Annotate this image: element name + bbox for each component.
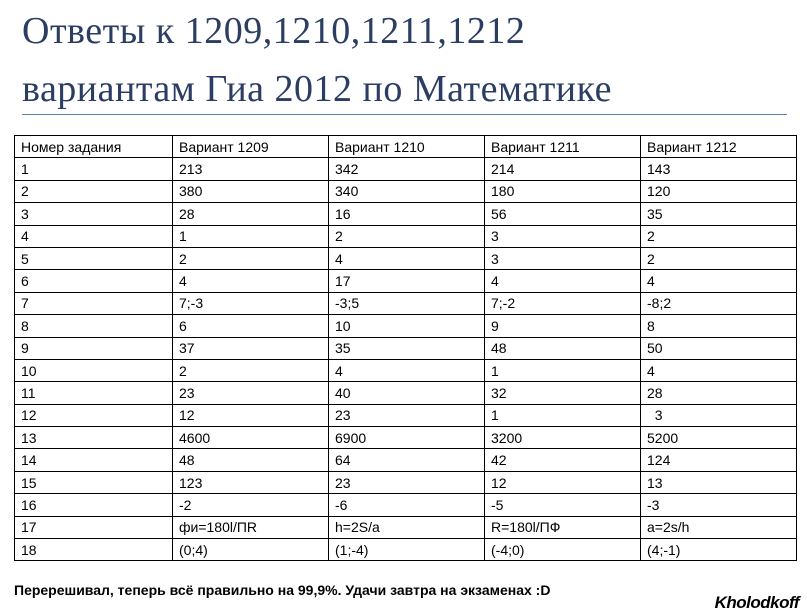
task-number-cell: 12 bbox=[15, 404, 173, 426]
answer-cell: 23 bbox=[173, 382, 329, 404]
task-number-cell: 1 bbox=[15, 158, 173, 180]
answer-cell: 5200 bbox=[641, 427, 797, 449]
answer-cell: 7;-2 bbox=[485, 292, 641, 314]
answer-cell: 6 bbox=[173, 315, 329, 337]
answer-cell: 2 bbox=[641, 247, 797, 269]
header-task-number: Номер задания bbox=[15, 136, 173, 158]
answer-cell: 1 bbox=[485, 404, 641, 426]
task-number-cell: 18 bbox=[15, 539, 173, 561]
task-number-cell: 9 bbox=[15, 337, 173, 359]
answer-cell: 23 bbox=[329, 404, 485, 426]
answer-cell: 3 bbox=[641, 404, 797, 426]
table-row bbox=[15, 359, 797, 381]
answer-cell: 2 bbox=[329, 225, 485, 247]
table-row bbox=[15, 449, 797, 471]
table-row bbox=[15, 382, 797, 404]
table-row bbox=[15, 337, 797, 359]
answer-cell: 16 bbox=[329, 203, 485, 225]
task-number-cell: 16 bbox=[15, 494, 173, 516]
answer-cell: 120 bbox=[641, 180, 797, 202]
answer-cell: -3;5 bbox=[329, 292, 485, 314]
answer-cell: 3200 bbox=[485, 427, 641, 449]
answer-cell: 6900 bbox=[329, 427, 485, 449]
watermark: Kholodkoff bbox=[714, 593, 799, 612]
answer-cell: 2 bbox=[173, 359, 329, 381]
header-variant-1211: Вариант 1211 bbox=[485, 136, 641, 158]
table-row bbox=[15, 404, 797, 426]
answer-cell: 12 bbox=[485, 471, 641, 493]
answer-cell: 342 bbox=[329, 158, 485, 180]
title-line-2: вариантам Гиа 2012 по Математике bbox=[22, 68, 613, 110]
answer-cell: 9 bbox=[485, 315, 641, 337]
answer-cell: 7;-3 bbox=[173, 292, 329, 314]
task-number-cell: 4 bbox=[15, 225, 173, 247]
table-row bbox=[15, 158, 797, 180]
task-number-cell: 10 bbox=[15, 359, 173, 381]
task-number-cell: 17 bbox=[15, 516, 173, 538]
answer-cell: (4;-1) bbox=[641, 539, 797, 561]
answer-cell: 3 bbox=[485, 247, 641, 269]
task-number-cell: 5 bbox=[15, 247, 173, 269]
answer-cell: 40 bbox=[329, 382, 485, 404]
answer-cell: -6 bbox=[329, 494, 485, 516]
answer-cell: R=180l/ПФ bbox=[485, 516, 641, 538]
answer-cell: -5 bbox=[485, 494, 641, 516]
answer-cell: (-4;0) bbox=[485, 539, 641, 561]
title-divider bbox=[22, 114, 787, 115]
answer-cell: 13 bbox=[641, 471, 797, 493]
answer-cell: 32 bbox=[485, 382, 641, 404]
answer-cell: 3 bbox=[485, 225, 641, 247]
answer-cell: 4 bbox=[641, 270, 797, 292]
answer-cell: 17 bbox=[329, 270, 485, 292]
answer-cell: 214 bbox=[485, 158, 641, 180]
answer-cell: 4 bbox=[485, 270, 641, 292]
answer-cell: 8 bbox=[641, 315, 797, 337]
header-variant-1210: Вариант 1210 bbox=[329, 136, 485, 158]
answer-cell: 124 bbox=[641, 449, 797, 471]
answer-cell: 4 bbox=[641, 359, 797, 381]
answer-cell: 48 bbox=[485, 337, 641, 359]
answer-cell: 28 bbox=[641, 382, 797, 404]
footer-note: Перерешивал, теперь всё правильно на 99,9%. Удачи завтра на экзаменах :D bbox=[14, 582, 551, 598]
task-number-cell: 6 bbox=[15, 270, 173, 292]
answer-cell: 35 bbox=[641, 203, 797, 225]
header-variant-1209: Вариант 1209 bbox=[173, 136, 329, 158]
answer-cell: 4600 bbox=[173, 427, 329, 449]
answer-cell: h=2S/a bbox=[329, 516, 485, 538]
answer-cell: 2 bbox=[173, 247, 329, 269]
answer-cell: 4 bbox=[329, 247, 485, 269]
answer-cell: 23 bbox=[329, 471, 485, 493]
task-number-cell: 14 bbox=[15, 449, 173, 471]
table-row bbox=[15, 315, 797, 337]
answer-cell: -2 bbox=[173, 494, 329, 516]
answer-cell: 50 bbox=[641, 337, 797, 359]
answer-cell: 143 bbox=[641, 158, 797, 180]
task-number-cell: 13 bbox=[15, 427, 173, 449]
answer-cell: 180 bbox=[485, 180, 641, 202]
answer-cell: 64 bbox=[329, 449, 485, 471]
table-row bbox=[15, 203, 797, 225]
answer-cell: a=2s/h bbox=[641, 516, 797, 538]
task-number-cell: 3 bbox=[15, 203, 173, 225]
table-row bbox=[15, 516, 797, 538]
table-row bbox=[15, 225, 797, 247]
table-row bbox=[15, 270, 797, 292]
title-line-1: Ответы к 1209,1210,1211,1212 bbox=[22, 10, 526, 52]
answer-cell: 10 bbox=[329, 315, 485, 337]
table-header-row bbox=[15, 136, 797, 158]
answer-cell: -8;2 bbox=[641, 292, 797, 314]
answer-cell: 12 bbox=[173, 404, 329, 426]
task-number-cell: 15 bbox=[15, 471, 173, 493]
answer-cell: 2 bbox=[641, 225, 797, 247]
answer-cell: 1 bbox=[485, 359, 641, 381]
answer-cell: 123 bbox=[173, 471, 329, 493]
answer-cell: -3 bbox=[641, 494, 797, 516]
task-number-cell: 11 bbox=[15, 382, 173, 404]
answer-cell: 56 bbox=[485, 203, 641, 225]
table-row bbox=[15, 427, 797, 449]
answer-cell: 4 bbox=[173, 270, 329, 292]
table-row bbox=[15, 247, 797, 269]
answer-cell: 1 bbox=[173, 225, 329, 247]
answer-cell: 37 bbox=[173, 337, 329, 359]
table-row bbox=[15, 292, 797, 314]
answer-cell: 48 bbox=[173, 449, 329, 471]
answer-cell: фи=180l/ПR bbox=[173, 516, 329, 538]
answer-cell: (0;4) bbox=[173, 539, 329, 561]
task-number-cell: 2 bbox=[15, 180, 173, 202]
answer-cell: 340 bbox=[329, 180, 485, 202]
answers-table bbox=[14, 135, 797, 561]
answer-cell: 380 bbox=[173, 180, 329, 202]
table-row bbox=[15, 494, 797, 516]
page-title bbox=[22, 2, 802, 118]
header-variant-1212: Вариант 1212 bbox=[641, 136, 797, 158]
answer-cell: 42 bbox=[485, 449, 641, 471]
table-row bbox=[15, 180, 797, 202]
table-row bbox=[15, 539, 797, 561]
task-number-cell: 8 bbox=[15, 315, 173, 337]
answer-cell: 4 bbox=[329, 359, 485, 381]
table-body bbox=[15, 158, 797, 561]
answer-cell: 35 bbox=[329, 337, 485, 359]
answer-cell: 28 bbox=[173, 203, 329, 225]
task-number-cell: 7 bbox=[15, 292, 173, 314]
answer-cell: (1;-4) bbox=[329, 539, 485, 561]
answer-cell: 213 bbox=[173, 158, 329, 180]
table-row bbox=[15, 471, 797, 493]
